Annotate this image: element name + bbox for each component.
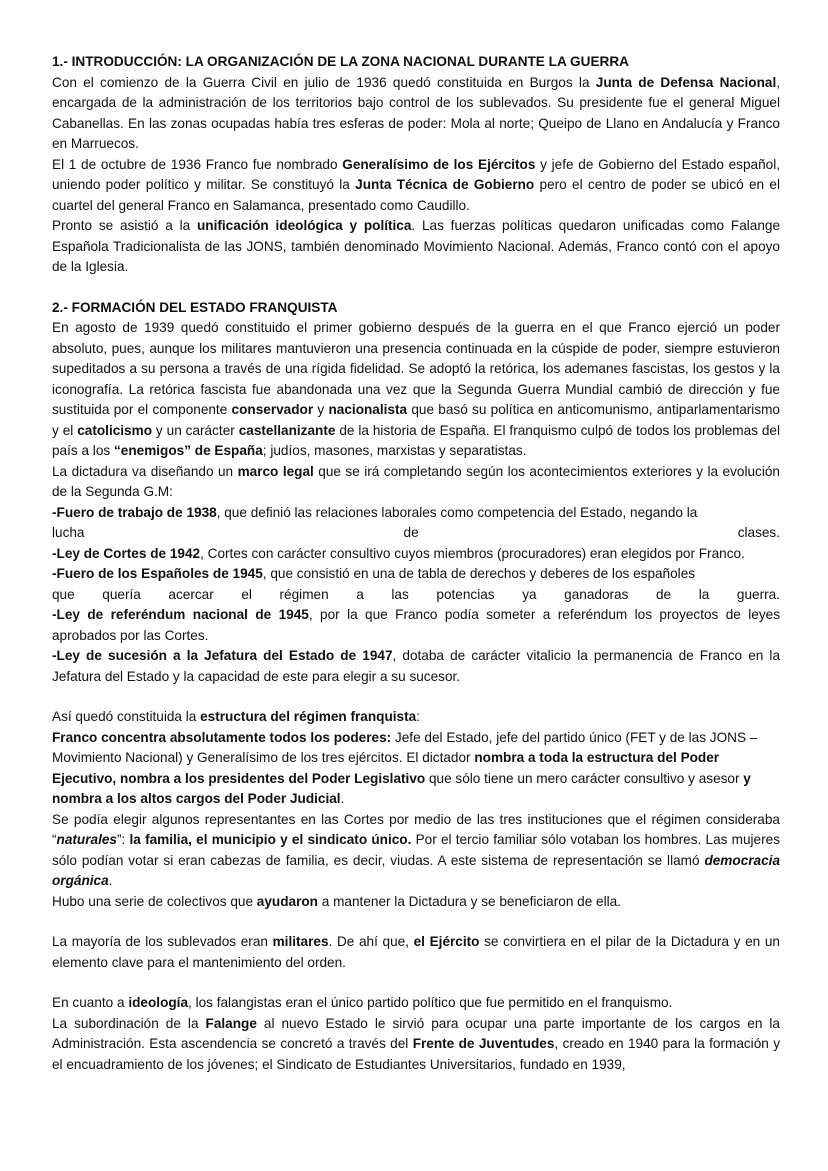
representantes-paragraph: Se podía elegir algunos representantes en las Cortes por medio de las tres instituciones que el régimen consideraba “naturales”: la familia, el municipio y el sindicato único. Por el tercio familiar sólo votaban los hombres. Las mujeres sólo podían votar si eran cabezas de familia, es decir, viudas. A este sistema de representación se llamó democracia orgánica. <box>52 811 780 888</box>
estructura-line: Así quedó constituida la estructura del régimen franquista: <box>52 709 420 724</box>
fuero-trabajo-line: -Fuero de trabajo de 1938, que definió las relaciones laborales como competencia del Estado, negando la <box>52 504 698 520</box>
fuero-trabajo-spread-line: lucha de clases. <box>52 525 780 540</box>
s1-paragraph-1: Con el comienzo de la Guerra Civil en julio de 1936 quedó constituida en Burgos la Junta de Defensa Nacional, encargada de la administración de los territorios bajo control de los sublevados. Su presidente fue el general Miguel Cabanellas. En las zonas ocupadas había tres esferas de poder: Mola al norte; Queipo de Llano en Andalucía y Franco en Marruecos. <box>52 74 781 151</box>
s2-paragraph-2: La dictadura va diseñando un marco legal que se irá completando según los acontecimientos exteriores y la evolución de la Segunda G.M: <box>52 463 780 499</box>
section-1-heading: 1.- INTRODUCCIÓN: LA ORGANIZACIÓN DE LA ZONA NACIONAL DURANTE LA GUERRA <box>52 54 629 69</box>
document-page <box>52 52 780 1075</box>
fuero-espanoles-line: -Fuero de los Españoles de 1945, que consistió en una de tabla de derechos y deberes de los españoles <box>52 566 696 581</box>
militares-paragraph: La mayoría de los sublevados eran militares. De ahí que, el Ejército se convirtiera en el pilar de la Dictadura y en un elemento clave para el mantenimiento del orden. <box>52 934 780 970</box>
colectivos-paragraph: Hubo una serie de colectivos que ayudaron a mantener la Dictadura y se beneficiaron de ella. <box>52 893 621 909</box>
ley-sucesion-item: -Ley de sucesión a la Jefatura del Estado de 1947, dotaba de carácter vitalicio la permanencia de Franco en la Jefatura del Estado y la capacidad de este para elegir a su sucesor. <box>52 648 781 684</box>
fuero-espanoles-spread-line: que quería acercar el régimen a las potencias ya ganadoras de la guerra. <box>52 586 780 602</box>
ley-referendum-item: -Ley de referéndum nacional de 1945, por la que Franco podía someter a referéndum los proyectos de leyes aprobados por las Cortes. <box>52 607 781 643</box>
s2-paragraph-1: En agosto de 1939 quedó constituido el primer gobierno después de la guerra en el que Franco ejerció un poder absoluto, pues, aunque los militares mantuvieron una presencia continuada en la cúspide de poder, siempre estuvieron supeditados a su persona a través de una rígida fidelidad. Se adoptó la retórica, los ademanes fascistas, los gestos y la iconografía. La retórica fascista fue abandonada una vez que la Segunda Guerra Mundial cambió de dirección y fue sustituida por el componente conservador y nacionalista que basó su política en anticomunismo, antiparlamentarismo y el catolicismo y un carácter castellanizante de la historia de España. El franquismo culpó de todos los problemas del país a los “enemigos” de España; judíos, masones, marxistas y separatistas. <box>52 320 781 458</box>
s1-paragraph-3: Pronto se asistió a la unificación ideológica y política. Las fuerzas políticas quedaron unificadas como Falange Española Tradicionalista de las JONS, también denominado Movimiento Nacional. Además, Franco contó con el apoyo de la Iglesia. <box>52 218 781 274</box>
ideologia-paragraph: En cuanto a ideología, los falangistas eran el único partido político que fue permitido en el franquismo. <box>52 995 673 1010</box>
franco-poderes-paragraph: Franco concentra absolutamente todos los poderes: Jefe del Estado, jefe del partido único (FET y de las JONS – Movimiento Nacional) y Generalísimo de los tres ejércitos. El dictador nombra a toda la estructura del Poder Ejecutivo, nombra a los presidentes del Poder Legislativo que sólo tiene un mero carácter consultivo y asesor y nombra a los altos cargos del Poder Judicial. <box>52 729 758 806</box>
falange-paragraph: La subordinación de la Falange al nuevo Estado le sirvió para ocupar una parte importante de los cargos en la Administración. Esta ascendencia se concretó a través del Frente de Juventudes, creado en 1940 para la formación y el encuadramiento de los jóvenes; el Sindicato de Estudiantes Universitarios, fundado en 1939, <box>52 1015 780 1072</box>
section-2-heading: 2.- FORMACIÓN DEL ESTADO FRANQUISTA <box>52 299 338 315</box>
s1-paragraph-2: El 1 de octubre de 1936 Franco fue nombrado Generalísimo de los Ejércitos y jefe de Gobierno del Estado español, uniendo poder político y militar. Se constituyó la Junta Técnica de Gobierno pero el centro de poder se ubicó en el cuartel del general Franco en Salamanca, presentado como Caudillo. <box>52 156 780 213</box>
ley-cortes-item: -Ley de Cortes de 1942, Cortes con carácter consultivo cuyos miembros (procuradores) eran elegidos por Franco. <box>52 545 745 561</box>
